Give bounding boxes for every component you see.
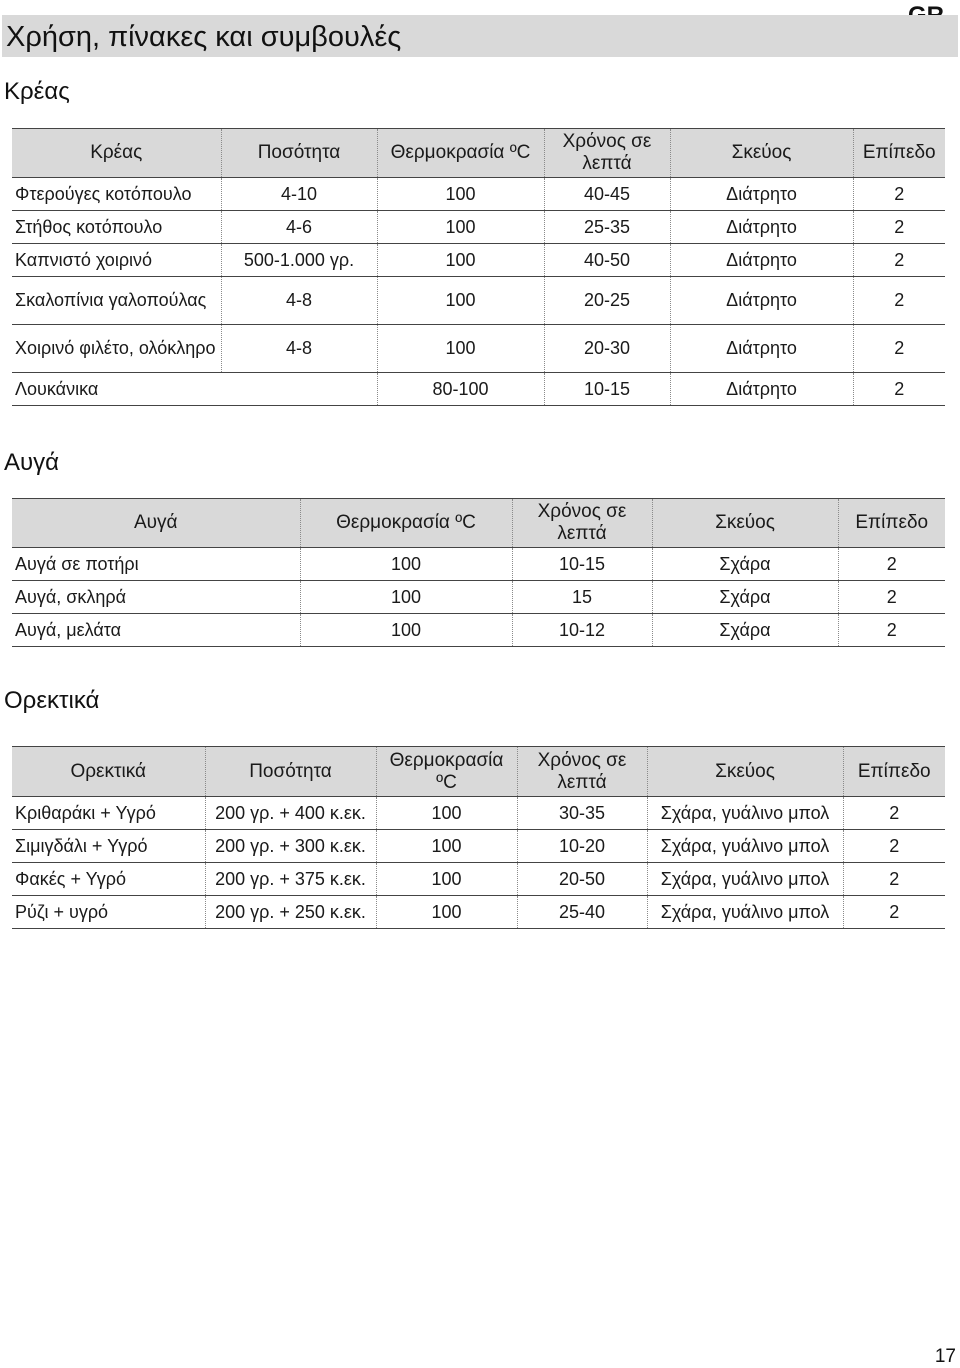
table-cell: 10-15 xyxy=(544,373,670,406)
table-cell: Διάτρητο xyxy=(670,211,853,244)
table-cell: Σχάρα, γυάλινο μπολ xyxy=(647,830,843,863)
table-cell: Κριθαράκι + Υγρό xyxy=(12,797,205,830)
table-cell: 2 xyxy=(843,797,945,830)
table-cell: Διάτρητο xyxy=(670,178,853,211)
table-cell: 80-100 xyxy=(377,373,544,406)
page-number: 17 xyxy=(934,1346,956,1367)
table-cell: 2 xyxy=(843,863,945,896)
table-cell: Αυγά, μελάτα xyxy=(12,614,300,647)
column-header: Σκεύος xyxy=(652,499,838,548)
table-cell: Διάτρητο xyxy=(670,373,853,406)
column-header: Ποσότητα xyxy=(221,129,377,178)
table-cell: Σχάρα, γυάλινο μπολ xyxy=(647,896,843,929)
table-cell: Διάτρητο xyxy=(670,277,853,325)
column-header: Χρόνος σε λεπτά xyxy=(512,499,652,548)
table-cell: 2 xyxy=(838,614,945,647)
table-header-row xyxy=(12,499,945,548)
table-cell: 100 xyxy=(376,863,517,896)
meat-table xyxy=(12,128,945,406)
table-cell: 100 xyxy=(377,277,544,325)
column-header: Ορεκτικά xyxy=(12,747,205,797)
table-cell: 30-35 xyxy=(517,797,647,830)
table-cell: 4-6 xyxy=(221,211,377,244)
table-row xyxy=(12,244,945,277)
table-row xyxy=(12,830,945,863)
table-header-row xyxy=(12,129,945,178)
column-header: Σκεύος xyxy=(647,747,843,797)
table-cell: Διάτρητο xyxy=(670,325,853,373)
table-row xyxy=(12,797,945,830)
column-header: Κρέας xyxy=(12,129,221,178)
column-header: Θερμοκρασία ºC xyxy=(377,129,544,178)
appetizers-table xyxy=(12,746,945,929)
table-row xyxy=(12,581,945,614)
table-cell: 2 xyxy=(853,325,945,373)
table-cell: 100 xyxy=(300,614,512,647)
table-cell: 25-35 xyxy=(544,211,670,244)
table-cell: 2 xyxy=(843,896,945,929)
table-cell: Διάτρητο xyxy=(670,244,853,277)
table-cell: Αυγά, σκληρά xyxy=(12,581,300,614)
table-cell: Στήθος κοτόπουλο xyxy=(12,211,221,244)
table-row xyxy=(12,863,945,896)
table-cell: 2 xyxy=(853,277,945,325)
column-header: Χρόνος σε λεπτά xyxy=(517,747,647,797)
table-row xyxy=(12,277,945,325)
table-cell: 500-1.000 γρ. xyxy=(221,244,377,277)
table-cell: 200 γρ. + 375 κ.εκ. xyxy=(205,863,376,896)
table-cell: Καπνιστό χοιρινό xyxy=(12,244,221,277)
table-cell: 4-8 xyxy=(221,277,377,325)
table-header-row xyxy=(12,747,945,797)
table-cell: 200 γρ. + 300 κ.εκ. xyxy=(205,830,376,863)
table-cell: 200 γρ. + 250 κ.εκ. xyxy=(205,896,376,929)
table-cell: 2 xyxy=(838,581,945,614)
column-header: Επίπεδο xyxy=(843,747,945,797)
table-cell: Σχάρα, γυάλινο μπολ xyxy=(647,797,843,830)
table-row xyxy=(12,325,945,373)
column-header: Θερμοκρασία ºC xyxy=(300,499,512,548)
table-cell: 2 xyxy=(853,373,945,406)
column-header: Ποσότητα xyxy=(205,747,376,797)
column-header: Σκεύος xyxy=(670,129,853,178)
table-cell: 100 xyxy=(376,896,517,929)
table-row xyxy=(12,548,945,581)
table-cell: 40-45 xyxy=(544,178,670,211)
appetizers-section-title: Ορεκτικά xyxy=(4,687,100,714)
column-header: Επίπεδο xyxy=(853,129,945,178)
table-cell: 2 xyxy=(843,830,945,863)
table-cell: Φτερούγες κοτόπουλο xyxy=(12,178,221,211)
table-cell: Σκαλοπίνια γαλοπούλας xyxy=(12,277,221,325)
page-title: Χρήση, πίνακες και συμβουλές xyxy=(2,15,958,57)
table-cell: 100 xyxy=(376,830,517,863)
table-cell: Σχάρα xyxy=(652,614,838,647)
table-cell: Σχάρα xyxy=(652,548,838,581)
table-cell: 100 xyxy=(376,797,517,830)
eggs-table xyxy=(12,498,945,647)
table-row xyxy=(12,896,945,929)
table-cell: 10-20 xyxy=(517,830,647,863)
table-cell: 10-15 xyxy=(512,548,652,581)
table-cell: 4-10 xyxy=(221,178,377,211)
column-header: Επίπεδο xyxy=(838,499,945,548)
column-header: Χρόνος σε λεπτά xyxy=(544,129,670,178)
table-cell: 2 xyxy=(853,178,945,211)
table-cell: 200 γρ. + 400 κ.εκ. xyxy=(205,797,376,830)
table-cell: 2 xyxy=(853,211,945,244)
table-cell: 2 xyxy=(853,244,945,277)
table-cell: 15 xyxy=(512,581,652,614)
table-cell: 100 xyxy=(300,548,512,581)
table-cell: 2 xyxy=(838,548,945,581)
table-cell: Σχάρα, γυάλινο μπολ xyxy=(647,863,843,896)
table-cell: Ρύζι + υγρό xyxy=(12,896,205,929)
table-cell: 40-50 xyxy=(544,244,670,277)
table-cell: Σχάρα xyxy=(652,581,838,614)
table-cell: 20-25 xyxy=(544,277,670,325)
table-row xyxy=(12,211,945,244)
table-cell: 100 xyxy=(377,178,544,211)
table-cell: Φακές + Υγρό xyxy=(12,863,205,896)
column-header: Αυγά xyxy=(12,499,300,548)
column-header: Θερμοκρασία ºC xyxy=(376,747,517,797)
meat-section-title: Κρέας xyxy=(4,78,70,105)
table-cell: 100 xyxy=(300,581,512,614)
table-cell: Αυγά σε ποτήρι xyxy=(12,548,300,581)
table-cell: 100 xyxy=(377,244,544,277)
eggs-section-title: Αυγά xyxy=(4,449,60,476)
table-cell: 20-50 xyxy=(517,863,647,896)
table-row xyxy=(12,178,945,211)
table-cell: Λουκάνικα xyxy=(12,373,377,406)
table-row xyxy=(12,614,945,647)
table-cell: Σιμιγδάλι + Υγρό xyxy=(12,830,205,863)
table-cell: 100 xyxy=(377,211,544,244)
table-cell: 4-8 xyxy=(221,325,377,373)
table-cell: 10-12 xyxy=(512,614,652,647)
table-cell: 100 xyxy=(377,325,544,373)
table-row xyxy=(12,373,945,406)
table-cell: 20-30 xyxy=(544,325,670,373)
table-cell: Χοιρινό φιλέτο, ολόκληρο xyxy=(12,325,221,373)
table-cell: 25-40 xyxy=(517,896,647,929)
